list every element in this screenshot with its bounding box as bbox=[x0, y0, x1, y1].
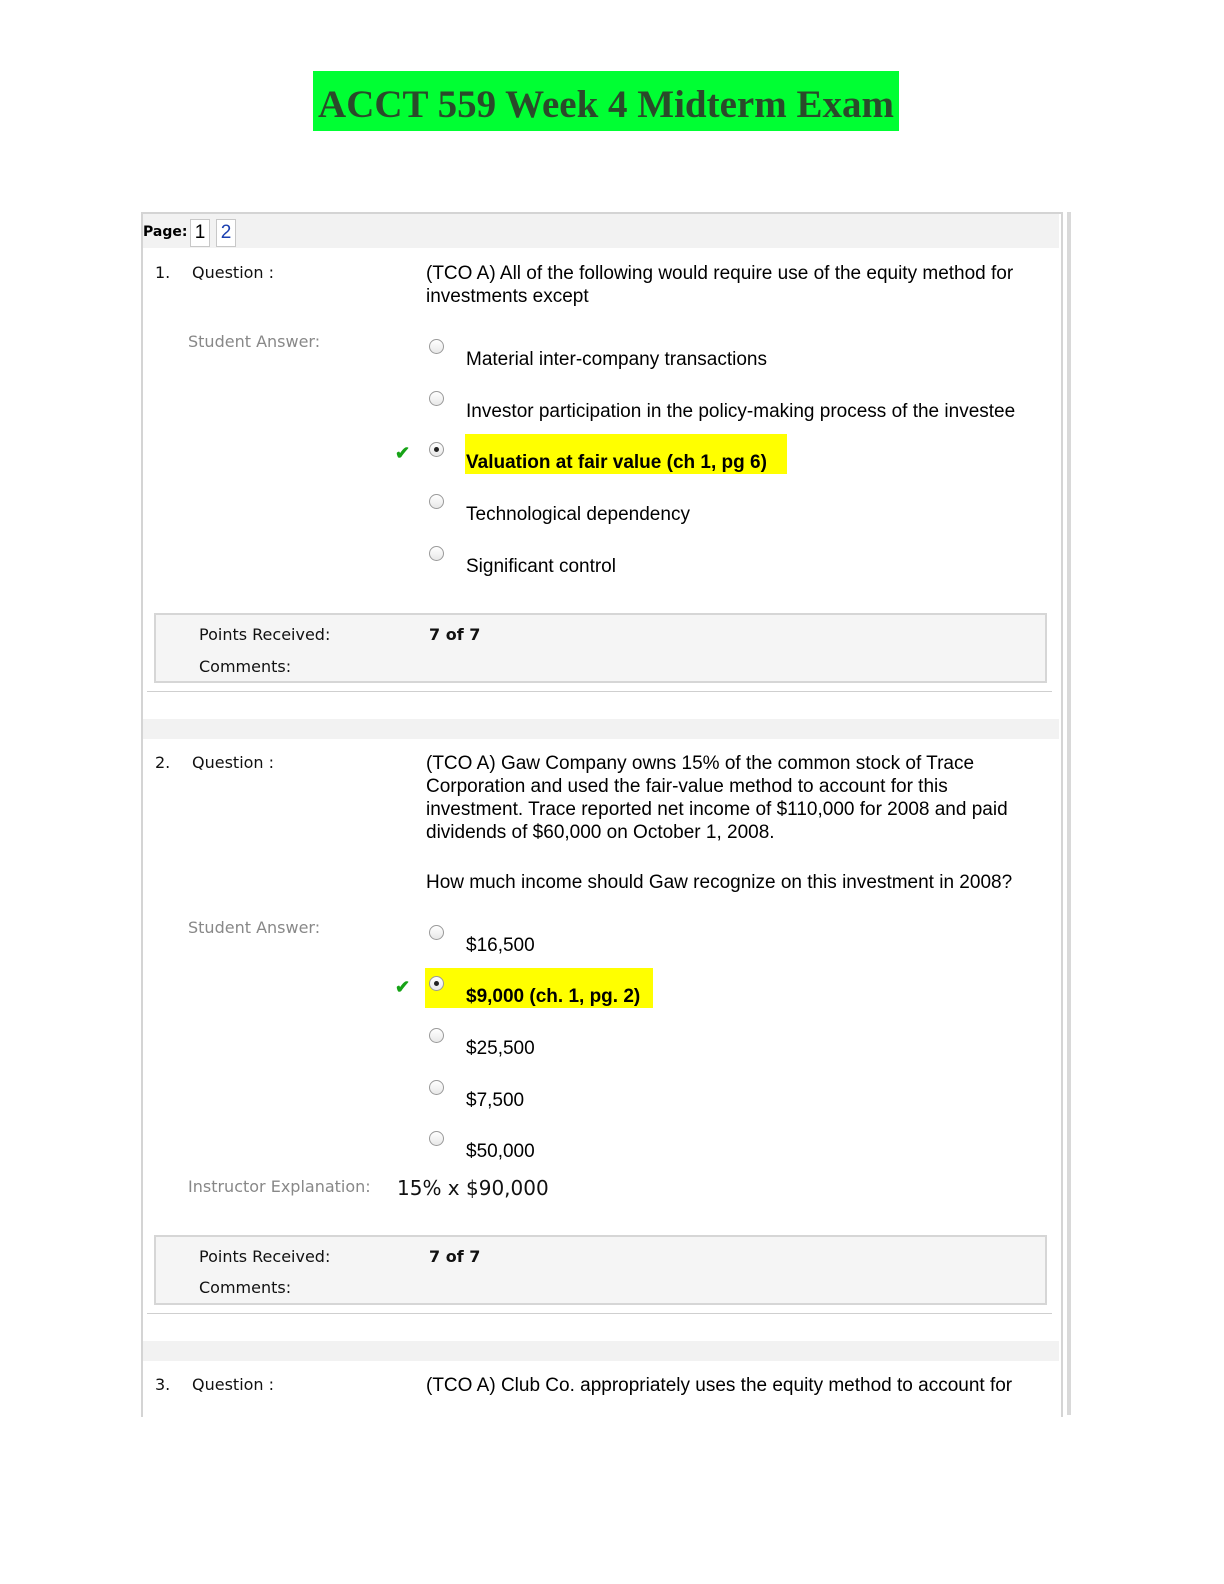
answer-option: Technological dependency bbox=[466, 504, 690, 525]
separator-band bbox=[143, 719, 1059, 739]
comments-label: Comments: bbox=[199, 1278, 292, 1297]
student-answer-label: Student Answer: bbox=[188, 918, 321, 937]
points-value: 7 of 7 bbox=[429, 625, 481, 644]
pager-label: Page: bbox=[143, 224, 188, 240]
answer-radio[interactable] bbox=[429, 494, 444, 509]
answer-radio[interactable] bbox=[429, 1080, 444, 1095]
answer-radio[interactable] bbox=[429, 1131, 444, 1146]
answer-option-correct: $9,000 (ch. 1, pg. 2) bbox=[466, 986, 641, 1007]
divider bbox=[147, 1313, 1052, 1314]
points-box bbox=[154, 1235, 1047, 1305]
question-text: (TCO A) Gaw Company owns 15% of the common stock of Trace Corporation and used the fair-value method to account for this investment. Trace reported net income of $110,000 for 2008 and paid dividends of $60,000 on October 1, 2008. bbox=[426, 753, 1008, 843]
answer-radio-selected[interactable] bbox=[429, 442, 444, 457]
question-text: (TCO A) All of the following would require use of the equity method for investments except bbox=[426, 263, 1014, 307]
question-label: Question : bbox=[192, 263, 275, 282]
title-banner bbox=[313, 71, 899, 131]
answer-option: $16,500 bbox=[466, 935, 535, 956]
question-label: Question : bbox=[192, 753, 275, 772]
answer-radio[interactable] bbox=[429, 339, 444, 354]
frame-shadow bbox=[1067, 212, 1071, 1415]
question-prompt: How much income should Gaw recognize on this investment in 2008? bbox=[426, 872, 1013, 893]
question-label: Question : bbox=[192, 1375, 275, 1394]
answer-option: $7,500 bbox=[466, 1090, 525, 1111]
question-text: (TCO A) Club Co. appropriately uses the equity method to account for bbox=[426, 1375, 1013, 1396]
answer-radio[interactable] bbox=[429, 546, 444, 561]
answer-radio-selected[interactable] bbox=[429, 976, 444, 991]
correct-check-icon: ✔ bbox=[395, 443, 411, 463]
instructor-explanation: 15% x $90,000 bbox=[397, 1176, 549, 1200]
question-number: 1. bbox=[155, 263, 171, 282]
points-box bbox=[154, 613, 1047, 683]
answer-option: Significant control bbox=[466, 556, 616, 577]
student-answer-label: Student Answer: bbox=[188, 332, 321, 351]
question-number: 2. bbox=[155, 753, 171, 772]
correct-check-icon: ✔ bbox=[395, 977, 411, 997]
instructor-explanation-label: Instructor Explanation: bbox=[188, 1177, 371, 1196]
answer-option: $50,000 bbox=[466, 1141, 535, 1162]
page-link-1[interactable]: 1 bbox=[190, 219, 210, 247]
divider bbox=[147, 691, 1052, 692]
points-label: Points Received: bbox=[199, 625, 331, 644]
answer-radio[interactable] bbox=[429, 391, 444, 406]
question-number: 3. bbox=[155, 1375, 171, 1394]
page-link-2[interactable]: 2 bbox=[216, 219, 236, 247]
answer-radio[interactable] bbox=[429, 1028, 444, 1043]
answer-option: Investor participation in the policy-making process of the investee bbox=[466, 401, 1016, 422]
points-label: Points Received: bbox=[199, 1247, 331, 1266]
answer-option: $25,500 bbox=[466, 1038, 535, 1059]
answer-option: Material inter-company transactions bbox=[466, 349, 767, 370]
answer-radio[interactable] bbox=[429, 925, 444, 940]
pager-bar bbox=[143, 214, 1059, 248]
answer-option-correct: Valuation at fair value (ch 1, pg 6) bbox=[466, 452, 767, 473]
comments-label: Comments: bbox=[199, 657, 292, 676]
separator-band bbox=[143, 1341, 1059, 1361]
points-value: 7 of 7 bbox=[429, 1247, 481, 1266]
page-title: ACCT 559 Week 4 Midterm Exam bbox=[318, 83, 894, 126]
